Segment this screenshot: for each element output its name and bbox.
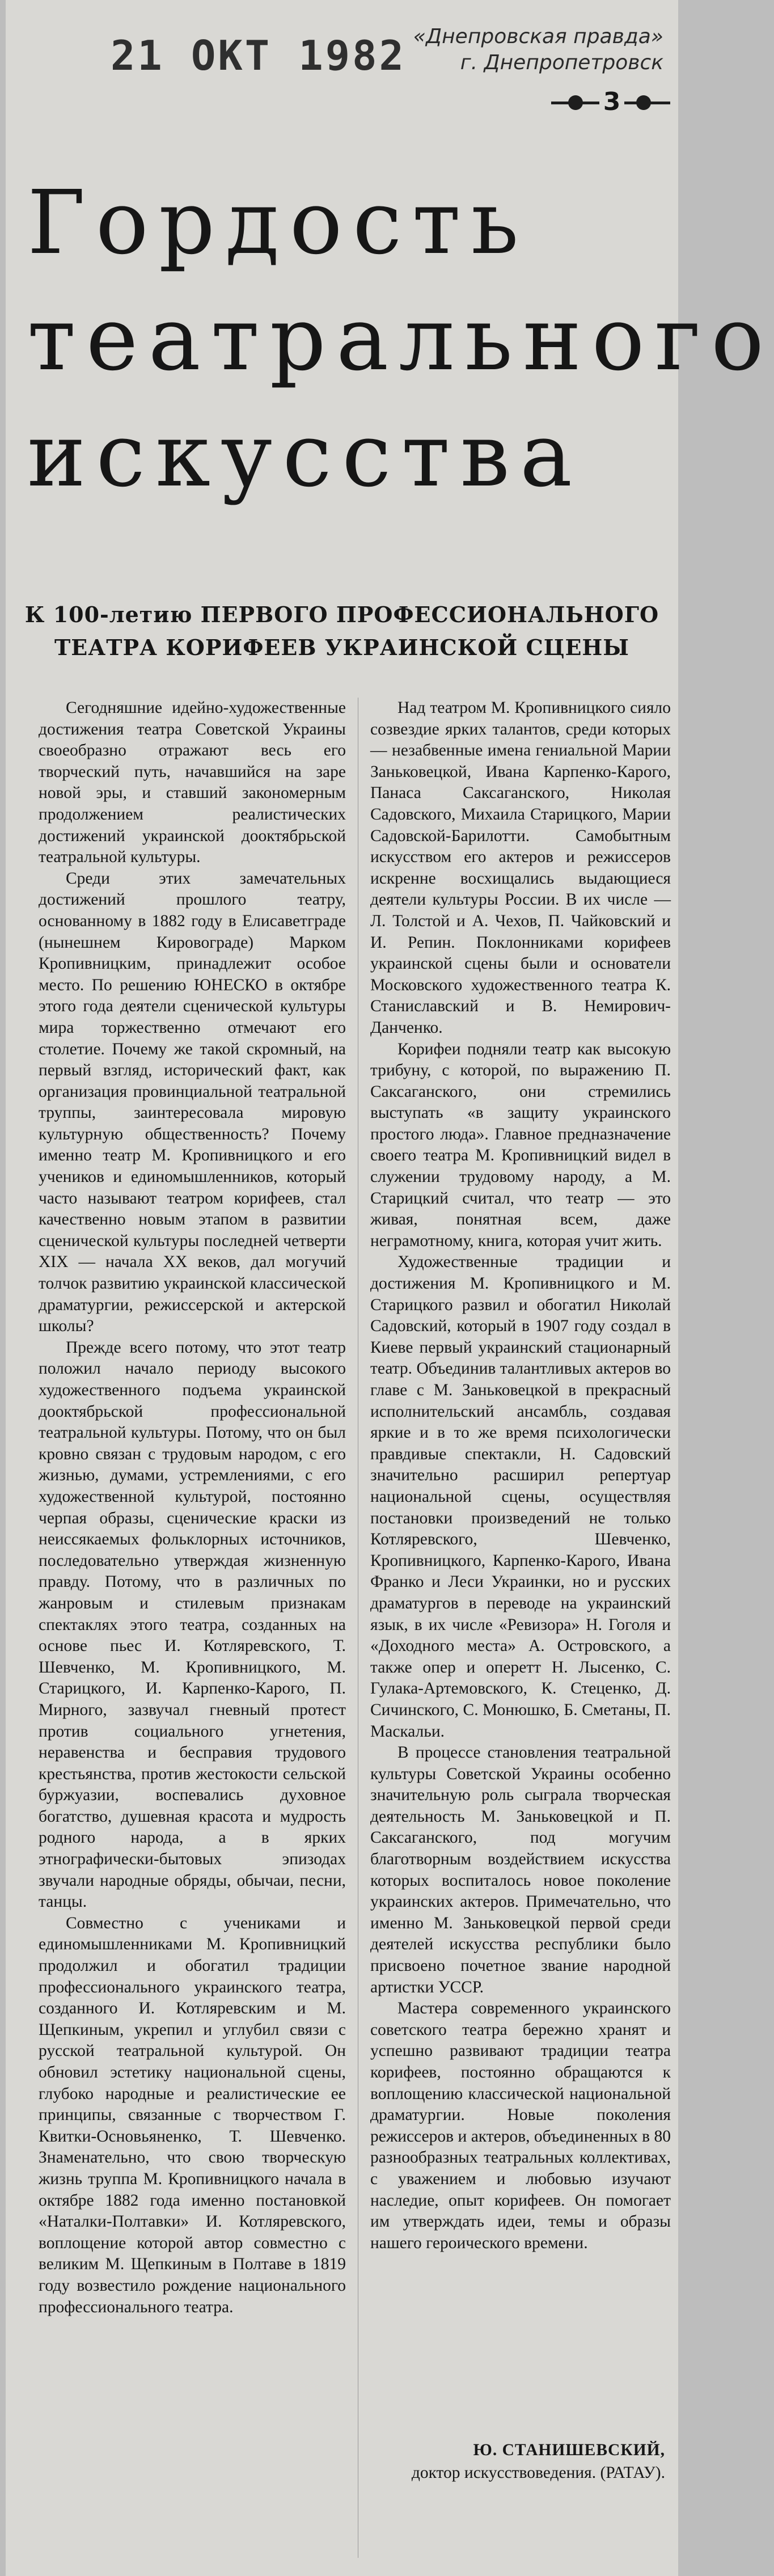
subheading-line-1: К 100-летию ПЕРВОГО ПРОФЕССИОНАЛЬНОГО: [24, 602, 659, 627]
bullet-icon: [636, 95, 651, 110]
author-signature: [370, 2439, 665, 2484]
newspaper-city: г. Днепропетровск: [460, 51, 663, 74]
news-agency: (РАТАУ).: [600, 2464, 665, 2482]
article-headline: [27, 164, 774, 513]
bullet-icon: [568, 95, 583, 110]
author-name: Ю. СТАНИШЕВСКИЙ,: [473, 2441, 665, 2459]
paragraph: Сегодняшние идейно-художественные достижения театра Советской Украины своеобразно отражают весь его творческий путь, начавшийся на заре новой эры, и ставший закономерным продолжением реалистических достижений украинской дооктябрьской театральной культуры.: [39, 699, 346, 867]
paragraph: Корифеи подняли театр как высокую трибуну, с которой, по выражению П. Саксаганского, они стремились выступать «в защиту украинского простого люда». Главное предназначение своего театра М. Кропивницкий видел в служении трудовому народу, а М. Старицкий считал, что театр — это живая, понятная всем, даже неграмотному, книга, которая учит жить.: [370, 1040, 671, 1250]
paragraph: Среди этих замечательных достижений прошлого театру, основанному в 1882 году в Елисаветграде (нынешнем Кировограде) Марком Кропивницким, принадлежит особое место. По решению ЮНЕСКО в октябре этого года деятели сценической культуры мира торжественно отмечают его столетие. Почему же такой скромный, на первый взгляд, исторический факт, как организация провинциальной театральной труппы, заинтересовала мировую культурную общественность? Почему именно театр М. Кропивницкого и его учеников и единомышленников, который часто называют театром корифеев, стал качественно новым этапом в развитии сценической культуры последней четверти XIX — начала XX веков, дал могучий толчок развитию украинской классической драматургии, режиссерской и актерской школы?: [39, 869, 346, 1336]
paragraph: Над театром М. Кропивницкого сияло созвездие ярких талантов, среди которых — незабвенные имена гениальной Марии Заньковецкой, Ивана Карпенко-Карого, Панаса Саксаганского, Николая Садовского, Михаила Старицкого, Марии Садовской-Барилотти. Самобытным искусством его актеров и режиссеров искренне восхищались выдающиеся деятели культуры России. В их числе — Л. Толстой и А. Чехов, П. Чайковский и И. Репин. Поклонниками корифеев украинской сцены были и основатели Московского художественного театра К. Станиславский и В. Немирович-Данченко.: [370, 699, 671, 1037]
author-degree: доктор искусствоведения.: [411, 2464, 597, 2482]
page-number-badge: [551, 85, 670, 119]
headline-line-2: театрального: [27, 288, 774, 390]
page-number: 3: [599, 85, 624, 119]
paragraph: В процессе становления театральной культуры Советской Украины особенно значительную роль сыграла творческая деятельность М. Заньковецкой и П. Саксаганского, под могучим благотворным воздействием искусства которых воспиталось новое поколение украинских актеров. Примечательно, что именно М. Заньковецкой первой среди деятелей искусства республики было присвоено почетное звание народной артистки УССР.: [370, 1743, 671, 1996]
paragraph: Мастера современного украинского советского театра бережно хранят и успешно развивают традиции театра корифеев, постоянно обращаются к воплощению классической национальной драматургии. Новые поколения режиссеров и актеров, объединенных в 80 разнообразных театральных коллективах, с уважением и любовью изучают наследие, опыт корифеев. Он помогает им утверждать идеи, темы и образы нашего героического времени.: [370, 1999, 671, 2252]
author-title: [370, 2461, 665, 2484]
paragraph: Художественные традиции и достижения М. Кропивницкого и М. Старицкого развил и обогатил Николай Садовский, который в 1907 году создал в Киеве первый украинский стационарный театр. Объединив талантливых актеров во главе с М. Заньковецкой в прекрасный исполнительский ансамбль, создавая яркие и в то же время психологически правдивые спектакли, Н. Садовский значительно расширил репертуар национальной сцены, осуществляя постановки произведений не только Котляревского, Шевченко, Кропивницкого, Карпенко-Карого, Ивана Франко и Леси Украинки, но и русских драматургов в переводе на украинский язык, в их числе «Ревизора» Н. Гоголя и «Доходного места» А. Островского, а также опер и оперетт Н. Лысенко, С. Гулака-Артемовского, К. Стеценко, Д. Сичинского, С. Монюшко, Б. Сметаны, П. Маскальи.: [370, 1253, 671, 1741]
newspaper-name: «Днепровская правда»: [413, 25, 663, 48]
headline-line-3: искусства: [27, 404, 583, 506]
article-column-right: [370, 698, 671, 2254]
newspaper-stamp: [377, 24, 663, 76]
newspaper-clipping: [6, 0, 774, 2576]
article-column-left: [39, 698, 346, 2318]
paragraph: Прежде всего потому, что этот театр положил начало периоду высокого художественного подъема украинской дооктябрьской профессиональной театральной культуры. Потому, что он был кровно связан с трудовым народом, с его жизнью, думами, устремлениями, с его художественной культурой, постоянно черпая образы, сценические краски из неиссякаемых фольклорных источников, последовательно утверждая жизненную правду. Потому, что в различных по жанровым и стилевым признакам спектаклях этого театра, созданных на основе пьес И. Котляревского, Т. Шевченко, М. Кропивницкого, М. Старицкого, И. Карпенко-Карого, П. Мирного, зазвучал гневный протест против социального угнетения, неравенства и бесправия трудового крестьянства, против жестокости сельской буржуазии, воспевались духовное богатство, душевная красота и мудрость родного народа, а в ярких этнографически-бытовых эпизодах звучали народные обряды, обычаи, песни, танцы.: [39, 1338, 346, 1911]
paragraph: Совместно с учениками и единомышленниками М. Кропивницкий продолжил и обогатил традиции профессионального украинского театра, созданного И. Котляревским и М. Щепкиным, укрепил и углубил связи с русской театральной культурой. Он обновил эстетику национальной сцены, глубоко народные и реалистические ее принципы, связанные с творчеством Г. Квитки-Основьяненко, Т. Шевченко. Знаменательно, что свою творческую жизнь труппа М. Кропивницкого начала в октябре 1882 года именно постановкой «Наталки-Полтавки» И. Котляревского, воплощение которой автор совместно с великим М. Щепкиным в Полтаве в 1819 году возвестило рождение национального профессионального театра.: [39, 1914, 346, 2316]
subheading-line-2: ТЕАТРА КОРИФЕЕВ УКРАИНСКОЙ СЦЕНЫ: [54, 635, 629, 660]
headline-line-1: Гордость: [27, 171, 529, 274]
article-subheading: [6, 598, 678, 664]
date-stamp: 21 ОКТ 1982: [111, 32, 406, 79]
